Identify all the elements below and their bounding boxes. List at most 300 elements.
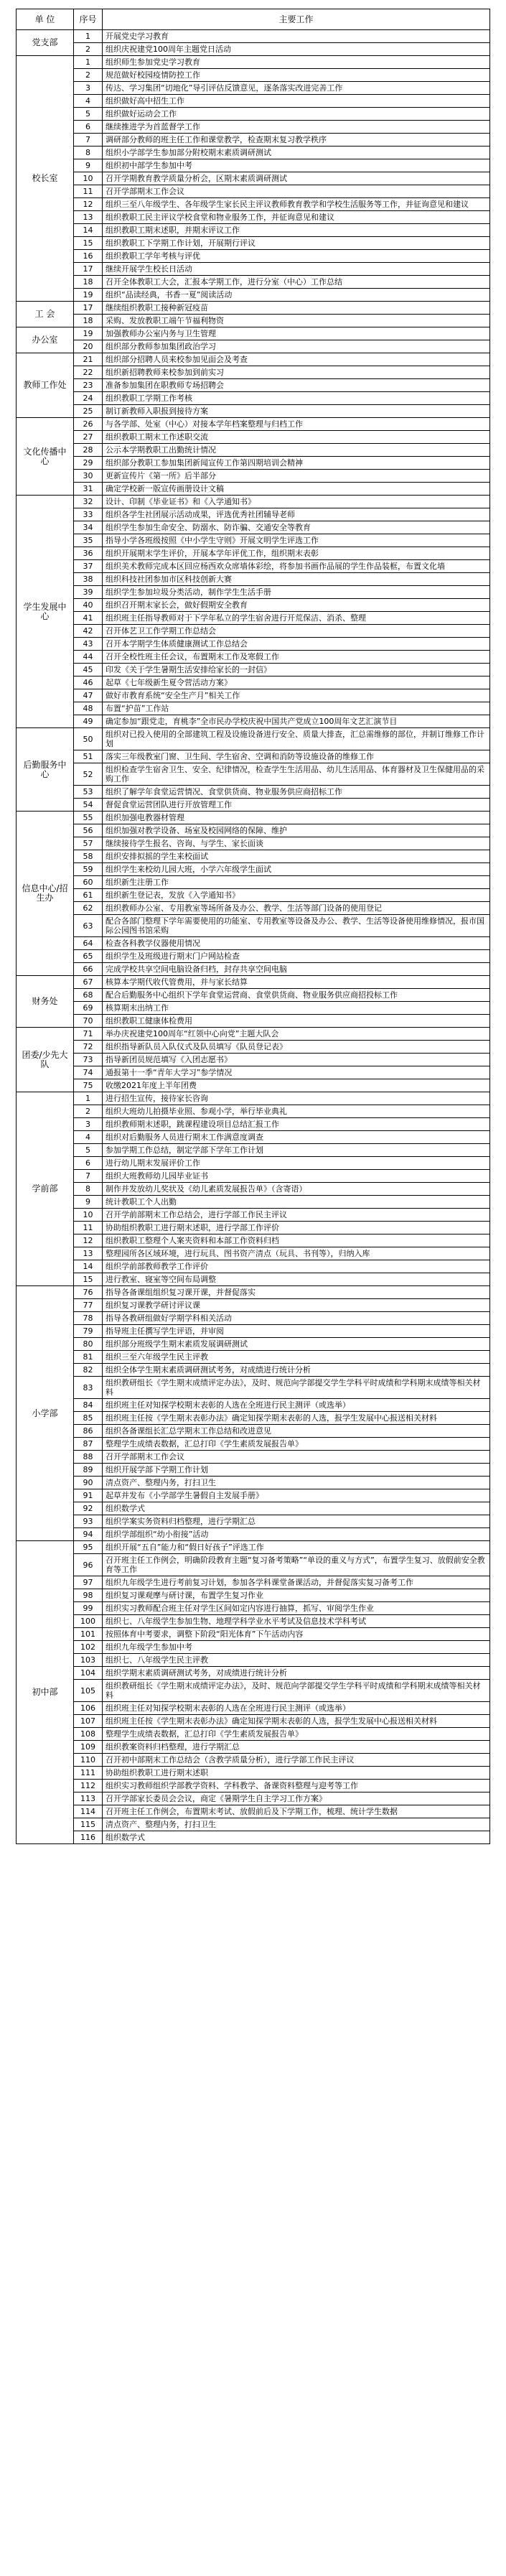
task-cell: 组织教职工下学期工作计划，开展期行评议 <box>103 237 490 250</box>
table-row <box>17 812 490 824</box>
task-cell: 组织做好高中招生工作 <box>103 95 490 108</box>
header-number: 序号 <box>74 9 103 30</box>
row-number-cell: 99 <box>74 1602 103 1615</box>
table-row <box>17 1234 490 1247</box>
row-number-cell: 51 <box>74 750 103 763</box>
task-cell: 制作并发放幼儿奖状及《幼儿素质发展报告单》（含寄语） <box>103 1183 490 1196</box>
table-row <box>17 850 490 863</box>
table-row <box>17 638 490 651</box>
row-number-cell: 63 <box>74 915 103 937</box>
row-number-cell: 61 <box>74 889 103 902</box>
row-number-cell: 70 <box>74 1015 103 1028</box>
task-cell: 落实三年级教室门窗、卫生间、学生宿舍、空调和消防等设施设备的维修工作 <box>103 750 490 763</box>
row-number-cell: 105 <box>74 1680 103 1702</box>
task-cell: 指导小学各班级按照《中小学生守则》开展文明学生评选工作 <box>103 534 490 547</box>
row-number-cell: 66 <box>74 963 103 976</box>
row-number-cell: 24 <box>74 392 103 405</box>
unit-cell: 学生发展中心 <box>17 496 74 728</box>
row-number-cell: 7 <box>74 134 103 147</box>
table-row <box>17 1576 490 1589</box>
task-cell: 确定学校新一版宣传画册设计文稿 <box>103 483 490 496</box>
row-number-cell: 31 <box>74 483 103 496</box>
row-number-cell: 92 <box>74 1502 103 1515</box>
task-cell: 组织开展学部下学期工作计划 <box>103 1464 490 1477</box>
table-row <box>17 1196 490 1209</box>
task-cell: 组织学生来校幼儿园大班，小学六年级学生面试 <box>103 863 490 876</box>
row-number-cell: 73 <box>74 1054 103 1066</box>
task-cell: 组织学生及班级进行期末门户网站检查 <box>103 950 490 963</box>
task-cell: 传达、学习集团“切地化”导引评估反馈意见，逐条落实改进完善工作 <box>103 82 490 95</box>
row-number-cell: 48 <box>74 702 103 715</box>
task-cell: 组织班主任指导教师对于下学年私立的学生宿舍进行开荒保洁、消杀、整理 <box>103 612 490 625</box>
table-row <box>17 1628 490 1641</box>
row-number-cell: 76 <box>74 1286 103 1299</box>
task-cell: 组织安排拟摇的学生来校面试 <box>103 850 490 863</box>
task-cell: 组织新招聘教师来校参加到前实习 <box>103 366 490 379</box>
task-cell: 召开学部期末工作会议 <box>103 185 490 198</box>
row-number-cell: 9 <box>74 159 103 172</box>
table-row <box>17 1667 490 1680</box>
task-cell: 组织七、八年级学生民主评教 <box>103 1654 490 1667</box>
table-row <box>17 457 490 470</box>
task-cell: 完成学校共享空间电脑设备归档，封存共享空间电脑 <box>103 963 490 976</box>
table-row <box>17 560 490 573</box>
row-number-cell: 83 <box>74 1377 103 1399</box>
task-cell: 设计、印制《毕业证书》和《入学通知书》 <box>103 496 490 508</box>
row-number-cell: 14 <box>74 1260 103 1273</box>
row-number-cell: 113 <box>74 1792 103 1805</box>
table-row <box>17 1589 490 1602</box>
table-row <box>17 1715 490 1728</box>
table-row <box>17 444 490 457</box>
table-row <box>17 1260 490 1273</box>
task-cell: 清点资产、整理内务，打扫卫生 <box>103 1477 490 1489</box>
row-number-cell: 64 <box>74 937 103 950</box>
row-number-cell: 96 <box>74 1554 103 1576</box>
task-cell: 组织教研组长《学生期末成绩评定办法》，及时、规范向学部提交学生学科平时成绩和学科期末成绩等相关材料 <box>103 1680 490 1702</box>
row-number-cell: 81 <box>74 1351 103 1364</box>
task-cell: 组织三至六年级学生民主评教 <box>103 1351 490 1364</box>
row-number-cell: 43 <box>74 638 103 651</box>
row-number-cell: 14 <box>74 224 103 237</box>
table-row <box>17 1805 490 1818</box>
row-number-cell: 34 <box>74 521 103 534</box>
table-row <box>17 276 490 289</box>
table-row <box>17 1489 490 1502</box>
row-number-cell: 21 <box>74 353 103 366</box>
table-row <box>17 1209 490 1222</box>
task-cell: 组织九年级学生参加中考 <box>103 1641 490 1654</box>
task-cell: 配合各部门整理下学年需要使用的功能室、专用教室等设备及办公、教学、生活等设备使用维修情况，报市国际公园图书馆采购 <box>103 915 490 937</box>
table-row <box>17 1183 490 1196</box>
table-row <box>17 902 490 915</box>
table-row <box>17 763 490 786</box>
task-cell: 组织教职工学年考核与评优 <box>103 250 490 263</box>
task-cell: 布置“护苗”工作站 <box>103 702 490 715</box>
row-number-cell: 56 <box>74 824 103 837</box>
row-number-cell: 35 <box>74 534 103 547</box>
table-row <box>17 876 490 889</box>
task-cell: 组织加强电教器材管理 <box>103 812 490 824</box>
task-cell: 组织教案资料归档整理，进行学期汇总 <box>103 1741 490 1754</box>
row-number-cell: 72 <box>74 1041 103 1054</box>
row-number-cell: 1 <box>74 1092 103 1105</box>
task-cell: 组织各备课组长汇总学期末工作总结和改进意见 <box>103 1425 490 1438</box>
row-number-cell: 104 <box>74 1667 103 1680</box>
row-number-cell: 52 <box>74 763 103 786</box>
row-number-cell: 42 <box>74 625 103 638</box>
table-row <box>17 82 490 95</box>
row-number-cell: 84 <box>74 1399 103 1412</box>
table-row <box>17 1092 490 1105</box>
table-row <box>17 1451 490 1464</box>
row-number-cell: 33 <box>74 508 103 521</box>
table-row <box>17 250 490 263</box>
table-row <box>17 599 490 612</box>
table-row <box>17 625 490 638</box>
table-row <box>17 1792 490 1805</box>
task-cell: 继续推进学为首蓝督学工作 <box>103 121 490 134</box>
task-cell: 组织部分教师参加集团政治学习 <box>103 340 490 353</box>
table-row <box>17 1425 490 1438</box>
task-cell: 组织数学式 <box>103 1502 490 1515</box>
task-cell: 收缴2021年度上半年团费 <box>103 1079 490 1092</box>
table-row <box>17 1502 490 1515</box>
task-cell: 召开全校性班主任会议，布置期末工作及寒假工作 <box>103 651 490 664</box>
table-row <box>17 340 490 353</box>
row-number-cell: 106 <box>74 1702 103 1715</box>
task-cell: 召开体艺卫工作学期工作总结会 <box>103 625 490 638</box>
row-number-cell: 17 <box>74 263 103 276</box>
table-row <box>17 1554 490 1576</box>
row-number-cell: 38 <box>74 573 103 586</box>
task-cell: 组织加强对教学设备、场室及校园网络的保障、维护 <box>103 824 490 837</box>
row-number-cell: 45 <box>74 664 103 676</box>
row-number-cell: 93 <box>74 1515 103 1528</box>
table-row <box>17 889 490 902</box>
row-number-cell: 109 <box>74 1741 103 1754</box>
table-row <box>17 612 490 625</box>
row-number-cell: 94 <box>74 1528 103 1541</box>
task-cell: 组织了解学年食堂运营情况、食堂供货商、物业服务供应商招标工作 <box>103 786 490 799</box>
task-cell: 组织教职工民主评议学校食堂和物业服务工作，并征询意见和建议 <box>103 211 490 224</box>
table-row <box>17 786 490 799</box>
table-row <box>17 496 490 508</box>
table-row <box>17 1041 490 1054</box>
task-cell: 组织初中部学生参加中考 <box>103 159 490 172</box>
task-cell: 举办庆祝建党100周年“红领中心向党”主题大队会 <box>103 1028 490 1041</box>
row-number-cell: 98 <box>74 1589 103 1602</box>
table-row <box>17 1741 490 1754</box>
table-row <box>17 976 490 989</box>
row-number-cell: 62 <box>74 902 103 915</box>
table-row <box>17 1438 490 1451</box>
table-row <box>17 1831 490 1844</box>
table-row <box>17 1377 490 1399</box>
table-row <box>17 1541 490 1554</box>
row-number-cell: 91 <box>74 1489 103 1502</box>
row-number-cell: 27 <box>74 431 103 444</box>
table-row <box>17 1602 490 1615</box>
table-row <box>17 1312 490 1325</box>
row-number-cell: 8 <box>74 1183 103 1196</box>
table-row <box>17 159 490 172</box>
task-cell: 组织部分招聘人员来校参加见面会及考查 <box>103 353 490 366</box>
row-number-cell: 15 <box>74 237 103 250</box>
unit-cell: 办公室 <box>17 327 74 353</box>
row-number-cell: 46 <box>74 676 103 689</box>
task-cell: 协助组织教职工进行期末述职，进行学部工作评价 <box>103 1222 490 1234</box>
task-cell: 组织班主任按《学生期末表彰办法》确定知探学期末表彰的人选，报学生发展中心报送相关材料 <box>103 1715 490 1728</box>
table-row <box>17 1818 490 1831</box>
row-number-cell: 10 <box>74 172 103 185</box>
table-row <box>17 1131 490 1144</box>
row-number-cell: 41 <box>74 612 103 625</box>
task-cell: 组织师生参加党史学习教育 <box>103 56 490 69</box>
task-cell: 组织教职工整理个人案夹资料和本部工作资料归档 <box>103 1234 490 1247</box>
task-cell: 组织学期末素质调研测试考务，对成绩进行统计分析 <box>103 1667 490 1680</box>
task-cell: 按照体育中考要求，调整下阶段“阳光体育”下午活动内容 <box>103 1628 490 1641</box>
row-number-cell: 102 <box>74 1641 103 1654</box>
table-row <box>17 1464 490 1477</box>
task-cell: 组织科技社团参加市区科技创新大赛 <box>103 573 490 586</box>
table-row <box>17 1641 490 1654</box>
row-number-cell: 15 <box>74 1273 103 1286</box>
unit-cell: 团委/少先大队 <box>17 1028 74 1092</box>
table-row <box>17 30 490 43</box>
table-row <box>17 1680 490 1702</box>
row-number-cell: 112 <box>74 1780 103 1792</box>
row-number-cell: 6 <box>74 1157 103 1170</box>
task-cell: 组织七、八年级学生参加生物、地理学科学业水平考试及信息技术学科考试 <box>103 1615 490 1628</box>
table-row <box>17 121 490 134</box>
task-cell: 召开学期教育教学质量分析会，区期末素质调研测试 <box>103 172 490 185</box>
task-cell: 协助组织教职工进行期末述职 <box>103 1767 490 1780</box>
unit-cell: 工 会 <box>17 302 74 327</box>
task-cell: 加强教师办公室内务与卫生管理 <box>103 327 490 340</box>
row-number-cell: 5 <box>74 108 103 121</box>
unit-cell: 后勤服务中心 <box>17 728 74 812</box>
table-row <box>17 1702 490 1715</box>
task-cell: 组织开展“五自”能力和“假日好孩子”评选工作 <box>103 1541 490 1554</box>
row-number-cell: 17 <box>74 302 103 315</box>
task-cell: 指导各教研组做好学期学科相关活动 <box>103 1312 490 1325</box>
row-number-cell: 74 <box>74 1066 103 1079</box>
table-row <box>17 937 490 950</box>
table-row <box>17 586 490 599</box>
unit-cell: 教师工作处 <box>17 353 74 418</box>
task-cell: 组织学生参加垃圾分类活动，制作学生生活手册 <box>103 586 490 599</box>
row-number-cell: 20 <box>74 340 103 353</box>
task-cell: 组织美术教师完成本区回应杨西欢众席墙体彩绘，将参加书画作品展的学生作品装框，布置文化墙 <box>103 560 490 573</box>
table-row <box>17 1364 490 1377</box>
table-row <box>17 1728 490 1741</box>
row-number-cell: 50 <box>74 728 103 750</box>
row-number-cell: 108 <box>74 1728 103 1741</box>
row-number-cell: 110 <box>74 1754 103 1767</box>
table-row <box>17 1325 490 1338</box>
task-cell: 与各学部、处室（中心）对接本学年档案整理与归档工作 <box>103 418 490 431</box>
task-cell: 整理学生成绩表数据，汇总打印《学生素质发展报告单》 <box>103 1728 490 1741</box>
row-number-cell: 2 <box>74 43 103 56</box>
task-cell: 更新宣传片《第一所》后半部分 <box>103 470 490 483</box>
row-number-cell: 95 <box>74 1541 103 1554</box>
row-number-cell: 60 <box>74 876 103 889</box>
task-cell: 准备参加集团在职教师专场招聘会 <box>103 379 490 392</box>
task-cell: 组织复习课观摩与研讨课，布置学生复习作业 <box>103 1589 490 1602</box>
row-number-cell: 1 <box>74 56 103 69</box>
row-number-cell: 47 <box>74 689 103 702</box>
table-row <box>17 1299 490 1312</box>
table-row <box>17 1654 490 1667</box>
row-number-cell: 12 <box>74 1234 103 1247</box>
task-cell: 组织教研组长《学生期末成绩评定办法》，及时、规范向学部提交学生学科平时成绩和学科期末成绩等相关材料 <box>103 1377 490 1399</box>
row-number-cell: 30 <box>74 470 103 483</box>
task-cell: 清点资产、整理内务，打扫卫生 <box>103 1818 490 1831</box>
table-row <box>17 1615 490 1628</box>
table-row <box>17 392 490 405</box>
row-number-cell: 67 <box>74 976 103 989</box>
task-cell: 召开班主任工作例会，明确阶段教育主题“复习备考策略”“单设的重义与方式”，布置学生复习、放假前安全教育等工作 <box>103 1554 490 1576</box>
row-number-cell: 10 <box>74 1209 103 1222</box>
task-cell: 规范做好校园疫情防控工作 <box>103 69 490 82</box>
row-number-cell: 116 <box>74 1831 103 1844</box>
unit-cell: 财务处 <box>17 976 74 1028</box>
header-unit: 单 位 <box>17 9 74 30</box>
row-number-cell: 68 <box>74 989 103 1002</box>
task-cell: 组织做好运动会工作 <box>103 108 490 121</box>
task-cell: 组织数学式 <box>103 1831 490 1844</box>
task-cell: 通报第十一季“青年大学习”参学情况 <box>103 1066 490 1079</box>
row-number-cell: 87 <box>74 1438 103 1451</box>
row-number-cell: 19 <box>74 289 103 302</box>
table-row <box>17 69 490 82</box>
row-number-cell: 103 <box>74 1654 103 1667</box>
row-number-cell: 40 <box>74 599 103 612</box>
row-number-cell: 107 <box>74 1715 103 1728</box>
unit-cell: 信息中心/招生办 <box>17 812 74 976</box>
table-row <box>17 1754 490 1767</box>
task-cell: 组织对后勤服务人员进行期末工作满意度调查 <box>103 1131 490 1144</box>
unit-cell: 小学部 <box>17 1286 74 1541</box>
task-cell: 公示本学期教职工出勤统计情况 <box>103 444 490 457</box>
row-number-cell: 18 <box>74 315 103 327</box>
row-number-cell: 58 <box>74 850 103 863</box>
task-cell: 组织大班教师幼儿园毕业证书 <box>103 1170 490 1183</box>
task-cell: 组织班主任对知探学校期末表彰的人选在全班进行民主测评（或选举） <box>103 1702 490 1715</box>
task-cell: 进行教室、寝室等空间布局调整 <box>103 1273 490 1286</box>
task-cell: 组织班主任按《学生期末表彰办法》确定知探学期末表彰的人选，报学生发展中心报送相关材料 <box>103 1412 490 1425</box>
table-row <box>17 1247 490 1260</box>
task-cell: 召开全体教职工大会，汇报本学期工作，进行分室（中心）工作总结 <box>103 276 490 289</box>
table-row <box>17 534 490 547</box>
table-row <box>17 108 490 121</box>
row-number-cell: 3 <box>74 1118 103 1131</box>
row-number-cell: 82 <box>74 1364 103 1377</box>
task-cell: 指导新团员规范填写《入团志愿书》 <box>103 1054 490 1066</box>
task-cell: 组织九年级学生进行考前复习计划，参加各学科课堂备课活动，并督促落实复习备考工作 <box>103 1576 490 1589</box>
task-cell: 组织教职工健康体检费用 <box>103 1015 490 1028</box>
table-row <box>17 302 490 315</box>
row-number-cell: 7 <box>74 1170 103 1183</box>
row-number-cell: 65 <box>74 950 103 963</box>
task-cell: 继续组织教职工接种新冠疫苗 <box>103 302 490 315</box>
task-cell: 组织全体学生期末素质调研测试考务，对成绩进行统计分析 <box>103 1364 490 1377</box>
row-number-cell: 8 <box>74 147 103 159</box>
table-row <box>17 508 490 521</box>
task-cell: 进行幼儿期末发展评价工作 <box>103 1157 490 1170</box>
task-cell: 组织开展期末学生评价，开展本学年评优工作，组织期末表彰 <box>103 547 490 560</box>
task-cell: 核算期末出纳工作 <box>103 1002 490 1015</box>
row-number-cell: 111 <box>74 1767 103 1780</box>
task-cell: 组织部分班级学生期末素质发展调研测试 <box>103 1338 490 1351</box>
task-cell: 组织三至八年级学生、各年级学生家长民主评议教师教育教学和学校生活服务等工作，并征询意见和建议 <box>103 198 490 211</box>
task-cell: 组织学案实务资料归档整理，进行学期汇总 <box>103 1515 490 1528</box>
table-row <box>17 963 490 976</box>
table-row <box>17 483 490 496</box>
table-row <box>17 211 490 224</box>
table-row <box>17 1273 490 1286</box>
table-row <box>17 837 490 850</box>
table-row <box>17 366 490 379</box>
table-row <box>17 1118 490 1131</box>
table-row <box>17 353 490 366</box>
task-cell: 检查各科教学仪器使用情况 <box>103 937 490 950</box>
table-row <box>17 198 490 211</box>
row-number-cell: 5 <box>74 1144 103 1157</box>
table-row <box>17 799 490 812</box>
task-cell: 参加学期工作总结，制定学部下学年工作计划 <box>103 1144 490 1157</box>
task-cell: 组织学部组织“幼小衔接”活动 <box>103 1528 490 1541</box>
table-row <box>17 1066 490 1079</box>
task-cell: 组织小学部学生参加部分附校期末素质调研测试 <box>103 147 490 159</box>
task-cell: 组织学前部教师教学工作评价 <box>103 1260 490 1273</box>
table-row <box>17 315 490 327</box>
table-row <box>17 43 490 56</box>
task-cell: 继续开展学生校长日活动 <box>103 263 490 276</box>
task-cell: 组织教职工期末述职，并期末评议工作 <box>103 224 490 237</box>
row-number-cell: 115 <box>74 1818 103 1831</box>
work-plan-table <box>16 9 490 1844</box>
task-cell: 组织学生参加生命安全、防溺水、防诈骗、交通安全等教育 <box>103 521 490 534</box>
task-cell: 起草并发布《小学部学生暑假自主发展手册》 <box>103 1489 490 1502</box>
row-number-cell: 49 <box>74 715 103 728</box>
table-row <box>17 1338 490 1351</box>
row-number-cell: 57 <box>74 837 103 850</box>
task-cell: 指导班主任撰写学生评语，并审阅 <box>103 1325 490 1338</box>
row-number-cell: 79 <box>74 1325 103 1338</box>
table-row <box>17 950 490 963</box>
row-number-cell: 55 <box>74 812 103 824</box>
table-row <box>17 1780 490 1792</box>
row-number-cell: 89 <box>74 1464 103 1477</box>
task-cell: 召开班主任工作例会，布置期末考试、放假前后及下学期工作，梳理、统计学生数据 <box>103 1805 490 1818</box>
row-number-cell: 59 <box>74 863 103 876</box>
task-cell: 采购、发放教职工端午节福利物资 <box>103 315 490 327</box>
task-cell: 印发《关于学生暑期生活安排给家长的一封信》 <box>103 664 490 676</box>
row-number-cell: 6 <box>74 121 103 134</box>
task-cell: 组织召开期末家长会，做好假期安全教育 <box>103 599 490 612</box>
unit-cell: 初中部 <box>17 1541 74 1844</box>
row-number-cell: 25 <box>74 405 103 418</box>
row-number-cell: 54 <box>74 799 103 812</box>
task-cell: 组织部分教职工参加集团新闻宣传工作第四期培训会精神 <box>103 457 490 470</box>
table-row <box>17 573 490 586</box>
table-row <box>17 1222 490 1234</box>
table-row <box>17 1399 490 1412</box>
table-row <box>17 1002 490 1015</box>
task-cell: 召开初中部期末工作总结会（含教学质量分析），进行学部工作民主评议 <box>103 1754 490 1767</box>
